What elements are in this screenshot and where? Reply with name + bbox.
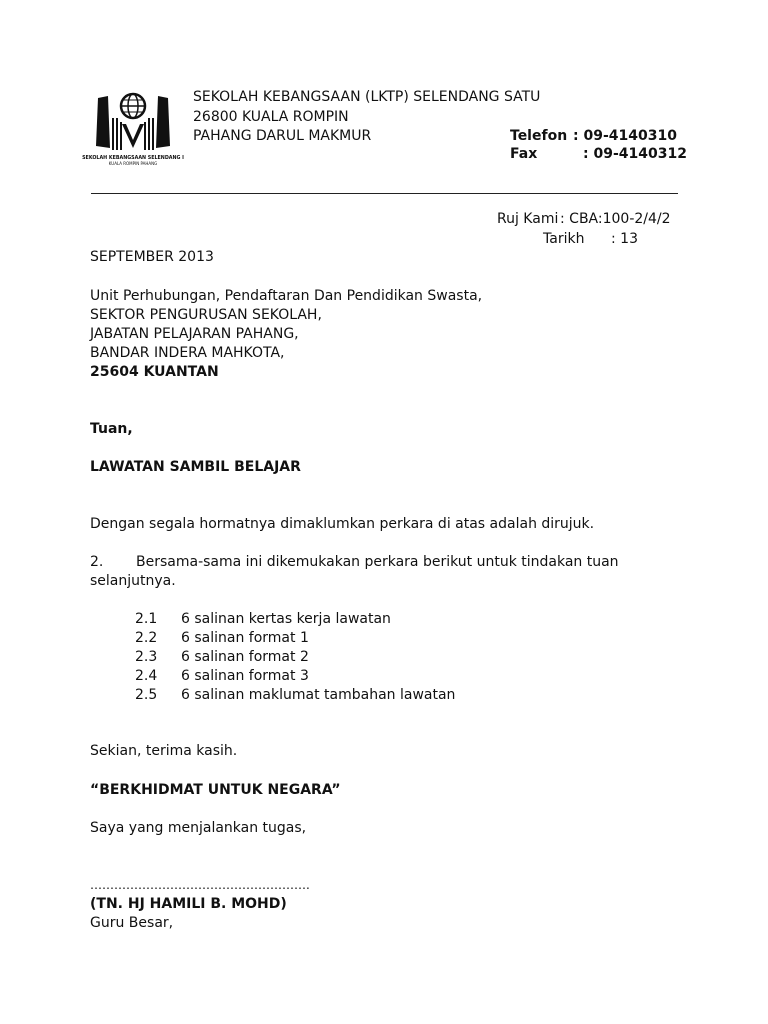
paragraph-1: Dengan segala hormatnya dimaklumkan perkara di atas adalah dirujuk. xyxy=(90,516,595,532)
letter-subject: LAWATAN SAMBIL BELAJAR xyxy=(90,459,301,475)
globe-icon xyxy=(121,94,145,118)
fax-label: Fax xyxy=(510,146,538,162)
signatory-name: (TN. HJ HAMILI B. MOHD) xyxy=(90,896,287,912)
school-postcode-city: 26800 KUALA ROMPIN xyxy=(193,109,349,125)
list-item-number: 2.4 xyxy=(135,668,158,684)
recipient-city: 25604 KUANTAN xyxy=(90,364,219,380)
signature-line: ………………………………………………. xyxy=(90,878,310,892)
salutation: Tuan, xyxy=(90,421,133,437)
ruj-kami-value: : CBA:100-2/4/2 xyxy=(560,211,671,227)
telefon-value: : 09-4140310 xyxy=(573,128,677,144)
signatory-title: Guru Besar, xyxy=(90,915,174,931)
school-name: SEKOLAH KEBANGSAAN (LKTP) SELENDANG SATU xyxy=(193,89,541,105)
list-item: 6 salinan format 2 xyxy=(181,649,309,665)
motto: “BERKHIDMAT UNTUK NEGARA” xyxy=(90,782,341,798)
duty-line: Saya yang menjalankan tugas, xyxy=(90,820,307,836)
school-crest-logo xyxy=(82,88,184,168)
tarikh-label: Tarikh xyxy=(543,231,585,247)
list-item-number: 2.5 xyxy=(135,687,158,703)
recipient-line: BANDAR INDERA MAHKOTA, xyxy=(90,345,285,361)
list-item: 6 salinan format 3 xyxy=(181,668,309,684)
list-item-number: 2.1 xyxy=(135,611,158,627)
list-item: 6 salinan maklumat tambahan lawatan xyxy=(181,687,456,703)
list-item: 6 salinan format 1 xyxy=(181,630,309,646)
date-month-year: SEPTEMBER 2013 xyxy=(90,249,214,265)
fax-value: : 09-4140312 xyxy=(583,146,687,162)
ruj-kami-label: Ruj Kami xyxy=(497,211,559,227)
list-item-number: 2.2 xyxy=(135,630,158,646)
closing-thanks: Sekian, terima kasih. xyxy=(90,743,238,759)
letterhead-divider xyxy=(91,193,678,194)
recipient-line: JABATAN PELAJARAN PAHANG, xyxy=(90,326,299,342)
tarikh-value: : 13 xyxy=(611,231,638,247)
paragraph-2-line2: selanjutnya. xyxy=(90,573,176,589)
logo-caption-line1: SEKOLAH KEBANGSAAN SELENDANG I xyxy=(82,156,184,161)
list-item-number: 2.3 xyxy=(135,649,158,665)
school-state: PAHANG DARUL MAKMUR xyxy=(193,128,372,144)
recipient-line: Unit Perhubungan, Pendaftaran Dan Pendidikan Swasta, xyxy=(90,288,483,304)
logo-caption-line2: KUALA ROMPIN PAHANG xyxy=(108,161,158,166)
telefon-label: Telefon xyxy=(510,128,568,144)
paragraph-2-number: 2. xyxy=(90,554,104,570)
list-item: 6 salinan kertas kerja lawatan xyxy=(181,611,391,627)
recipient-line: SEKTOR PENGURUSAN SEKOLAH, xyxy=(90,307,322,323)
crest-stripes xyxy=(96,96,170,150)
paragraph-2-line1: Bersama-sama ini dikemukakan perkara berikut untuk tindakan tuan xyxy=(136,554,619,570)
